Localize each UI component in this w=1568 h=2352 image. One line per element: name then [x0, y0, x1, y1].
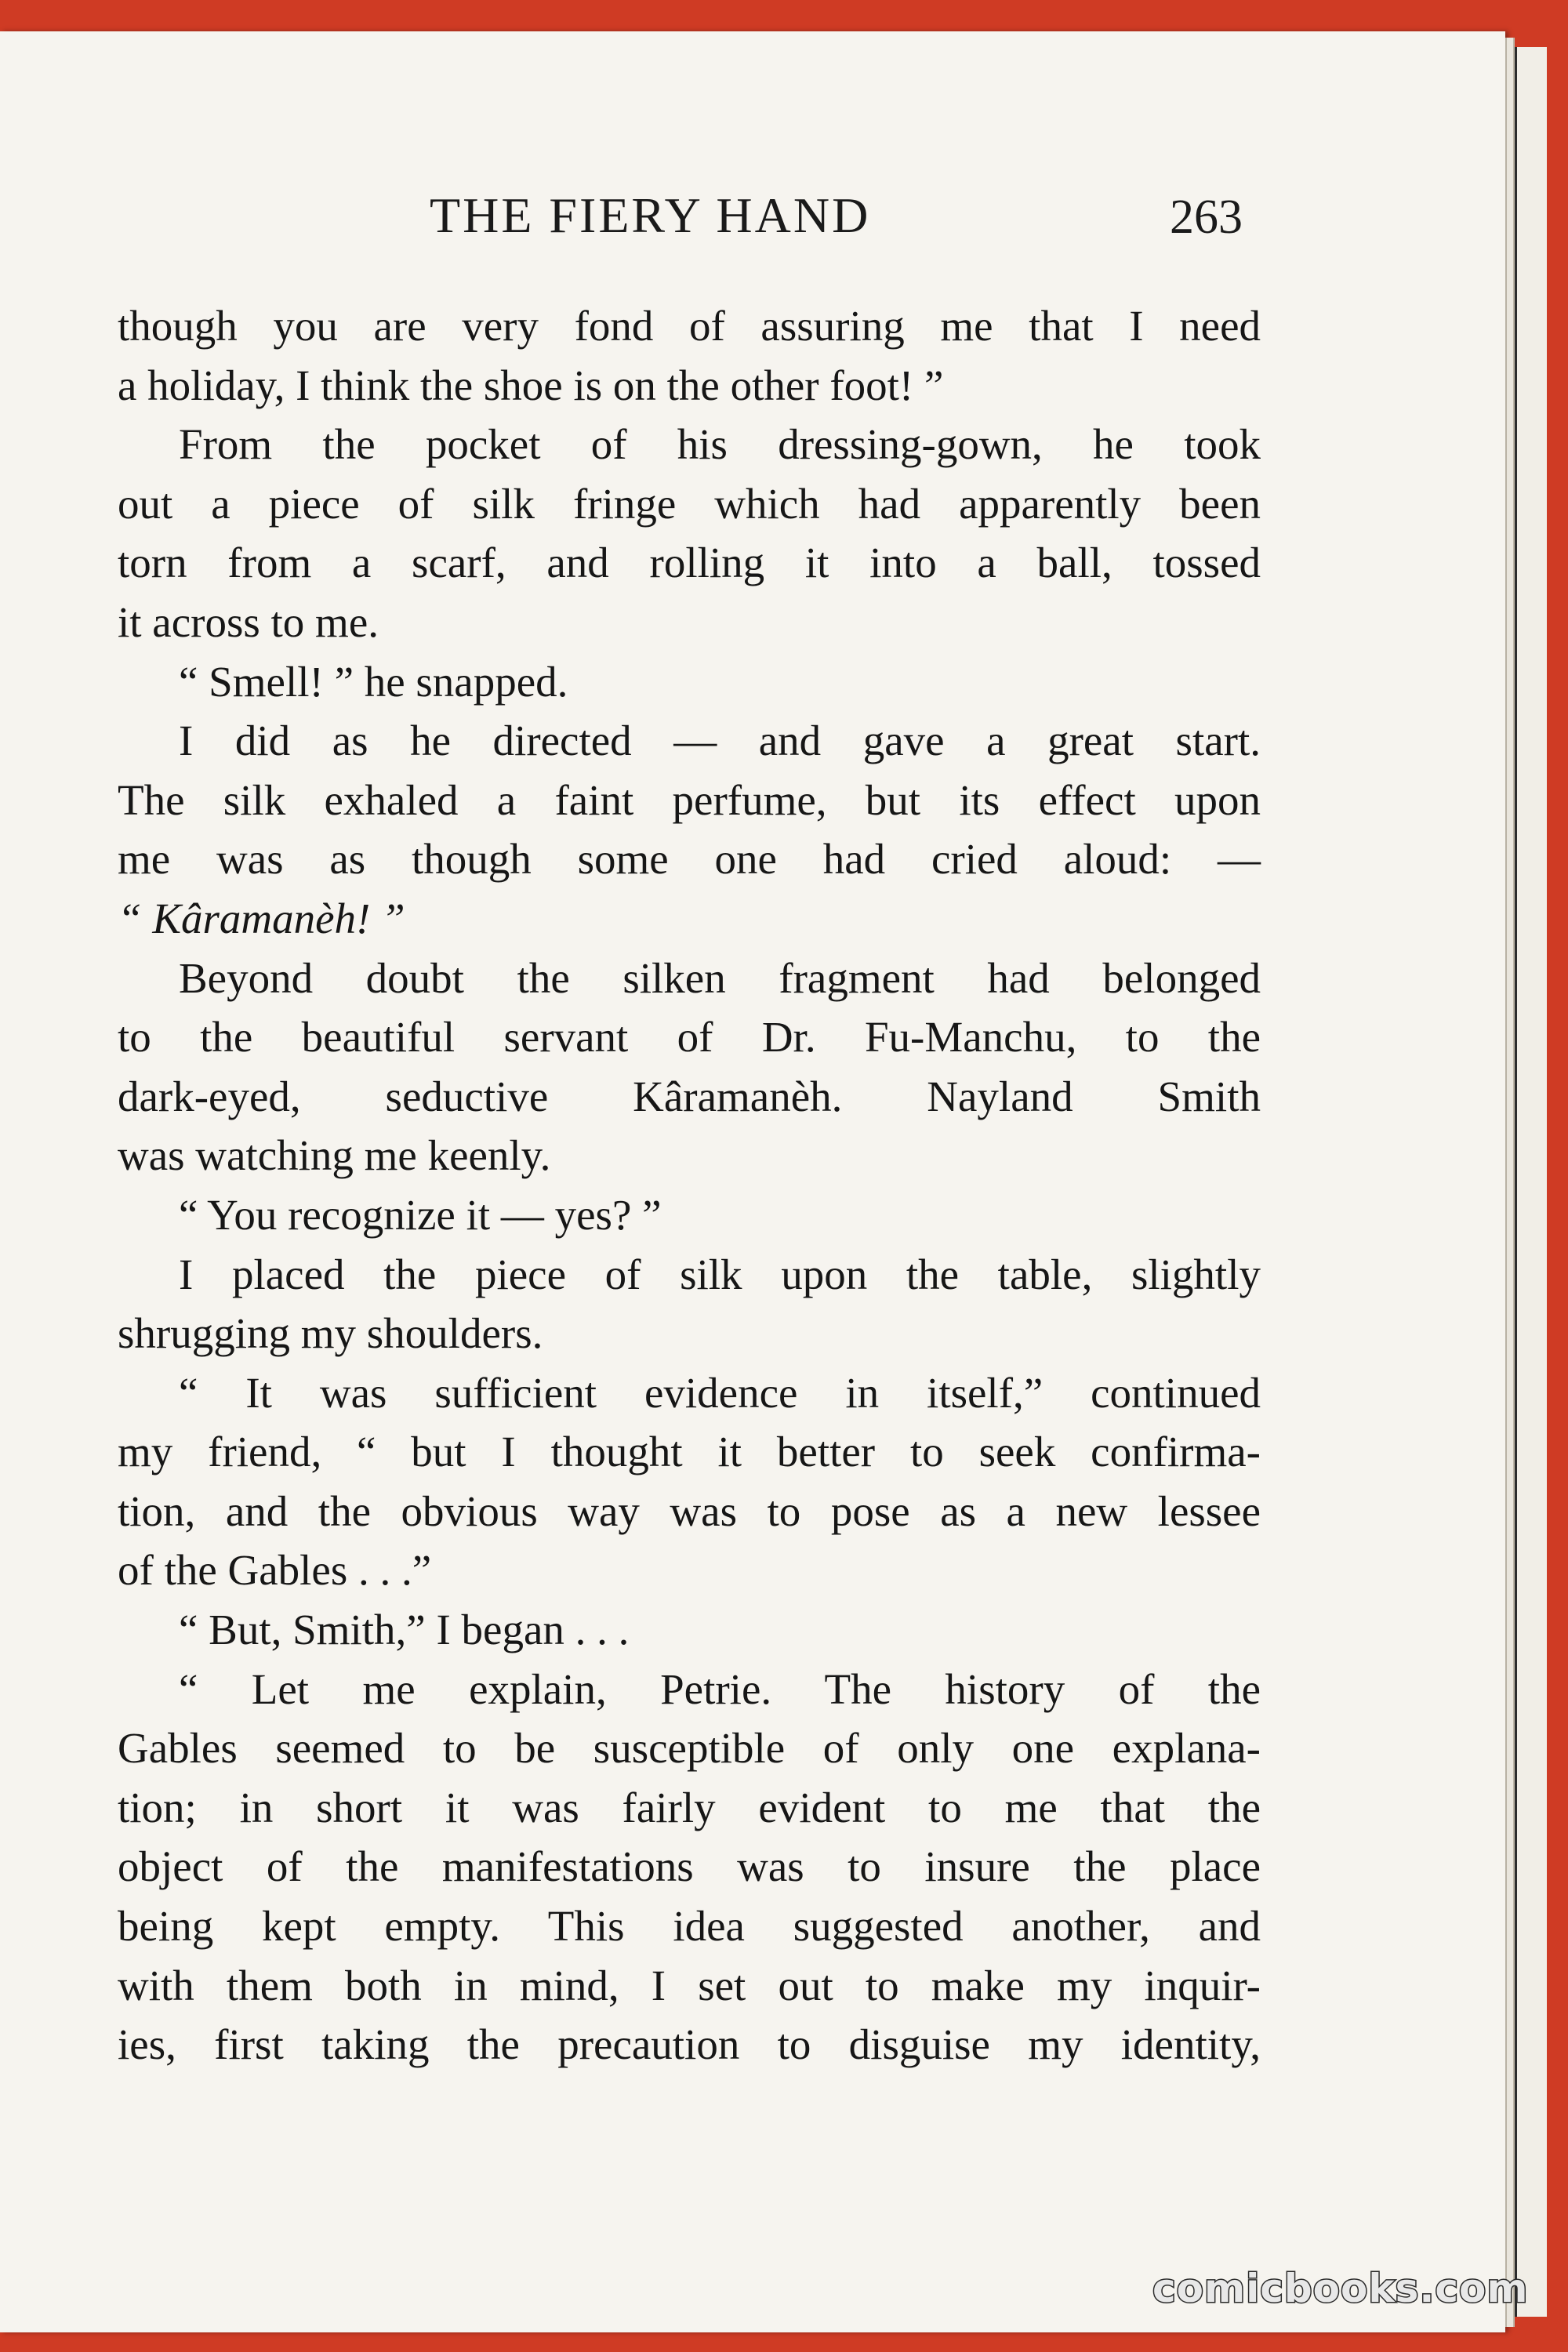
body-text: [118, 296, 1261, 2074]
text-line: a holiday, I think the shoe is on the other foot! ”: [118, 361, 944, 409]
exclamation-line: “ Kâramanèh! ”: [118, 894, 405, 942]
text-line: tion, and the obvious way was to pose as a new lessee: [118, 1486, 1261, 1535]
text-line: of the Gables . . .”: [118, 1546, 432, 1595]
page-header: [0, 187, 1505, 257]
paragraph-first-line: “ It was sufficient evidence in itself,” continued: [179, 1368, 1261, 1417]
paragraph-first-line: Beyond doubt the silken fragment had belonged: [179, 953, 1261, 1002]
text-line: to the beautiful servant of Dr. Fu-Manchu, to the: [118, 1013, 1261, 1062]
text-line: though you are very fond of assuring me that I need: [118, 302, 1261, 350]
text-line: dark-eyed, seductive Kâramanèh. Nayland Smith: [118, 1072, 1261, 1120]
paragraph-first-line: “ You recognize it — yes? ”: [179, 1190, 662, 1239]
paragraph-first-line: “ Let me explain, Petrie. The history of the: [179, 1664, 1261, 1713]
page-edge-inner: [1515, 47, 1547, 2317]
text-line: was watching me keenly.: [118, 1131, 551, 1180]
text-line: with them both in mind, I set out to make my inquir-: [118, 1961, 1261, 2009]
running-title: THE FIERY HAND: [430, 187, 871, 243]
paragraph-first-line: I did as he directed — and gave a great start.: [179, 717, 1261, 765]
text-line: tion; in short it was fairly evident to me that the: [118, 1783, 1261, 1831]
text-line: torn from a scarf, and rolling it into a ball, tossed: [118, 539, 1261, 587]
paragraph-first-line: “ But, Smith,” I began . . .: [179, 1606, 630, 1654]
text-line: being kept empty. This idea suggested another, and: [118, 1902, 1261, 1951]
site-watermark: comicbooks.com: [1152, 2266, 1529, 2311]
text-line: my friend, “ but I thought it better to seek confirma-: [118, 1428, 1261, 1476]
text-line: out a piece of silk fringe which had apparently been: [118, 479, 1261, 528]
page-number: 263: [1170, 191, 1243, 244]
paragraph-first-line: From the pocket of his dressing-gown, he took: [179, 420, 1261, 469]
page-edge: [1505, 38, 1515, 2327]
paragraph-first-line: I placed the piece of silk upon the table, slightly: [179, 1250, 1261, 1298]
text-line: me was as though some one had cried aloud: —: [118, 835, 1261, 884]
text-line: Gables seemed to be susceptible of only one explana-: [118, 1724, 1261, 1773]
paragraph-first-line: “ Smell! ” he snapped.: [179, 657, 568, 706]
text-line: ies, first taking the precaution to disguise my identity,: [118, 2020, 1261, 2069]
text-line: The silk exhaled a faint perfume, but its effect upon: [118, 775, 1261, 824]
text-line: it across to me.: [118, 597, 379, 646]
text-line: object of the manifestations was to insure the place: [118, 1842, 1261, 1891]
text-line: shrugging my shoulders.: [118, 1309, 543, 1358]
